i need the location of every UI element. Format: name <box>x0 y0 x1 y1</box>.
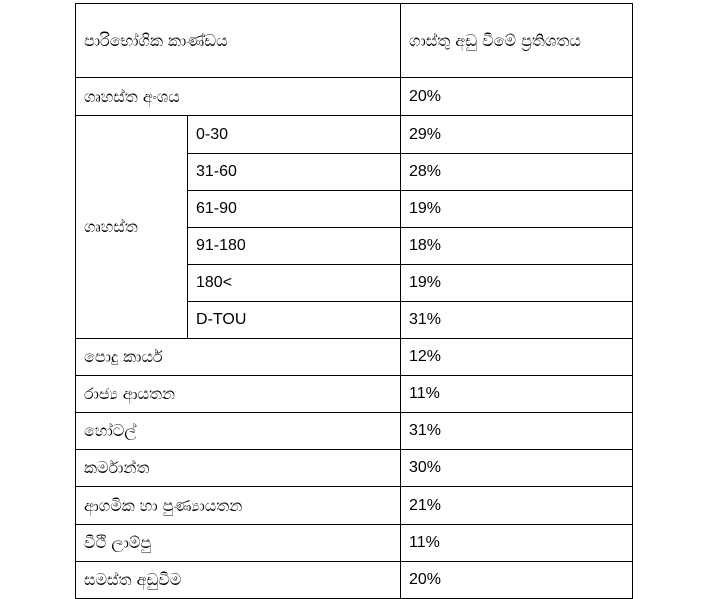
row-label: සමස්ත අඩුවීම <box>76 562 401 599</box>
table-row <box>76 116 633 154</box>
row-value: 18% <box>401 228 633 265</box>
row-value: 28% <box>401 154 633 191</box>
row-value: 21% <box>401 487 633 525</box>
table-row <box>76 376 633 413</box>
table-row <box>76 525 633 562</box>
row-value: 12% <box>401 339 633 376</box>
reduction-header: ගාස්තු අඩු වීමේ ප්‍රතිශතය <box>401 4 633 78</box>
range-cell: D-TOU <box>188 302 401 339</box>
row-value: 20% <box>401 562 633 599</box>
row-value: 19% <box>401 265 633 302</box>
category-header: පාරිභෝගික කාණ්ඩය <box>76 4 401 78</box>
range-cell: 0-30 <box>188 116 401 154</box>
table-row <box>76 339 633 376</box>
row-value: 19% <box>401 191 633 228</box>
row-value: 30% <box>401 450 633 487</box>
table-row <box>76 78 633 116</box>
row-label: කර්මාන්ත <box>76 450 401 487</box>
row-value: 31% <box>401 413 633 450</box>
range-cell: 180< <box>188 265 401 302</box>
row-value: 11% <box>401 376 633 413</box>
row-label: පොදු කාර්ය <box>76 339 401 376</box>
range-cell: 31-60 <box>188 154 401 191</box>
row-label: ආගමික හා පුණ්‍යායතන <box>76 487 401 525</box>
table-row <box>76 413 633 450</box>
row-label: හෝටල් <box>76 413 401 450</box>
row-value: 11% <box>401 525 633 562</box>
header-row <box>76 4 633 78</box>
tariff-reduction-table <box>75 3 633 599</box>
table-row <box>76 450 633 487</box>
table-row <box>76 562 633 599</box>
row-value: 31% <box>401 302 633 339</box>
domestic-label: ගෘහස්ත <box>76 116 188 339</box>
table-row <box>76 487 633 525</box>
row-label: ගෘහස්ත අංශය <box>76 78 401 116</box>
row-value: 29% <box>401 116 633 154</box>
row-label: වීථි ලාම්පු <box>76 525 401 562</box>
range-cell: 61-90 <box>188 191 401 228</box>
row-value: 20% <box>401 78 633 116</box>
row-label: රාජ්‍ය ආයතන <box>76 376 401 413</box>
range-cell: 91-180 <box>188 228 401 265</box>
